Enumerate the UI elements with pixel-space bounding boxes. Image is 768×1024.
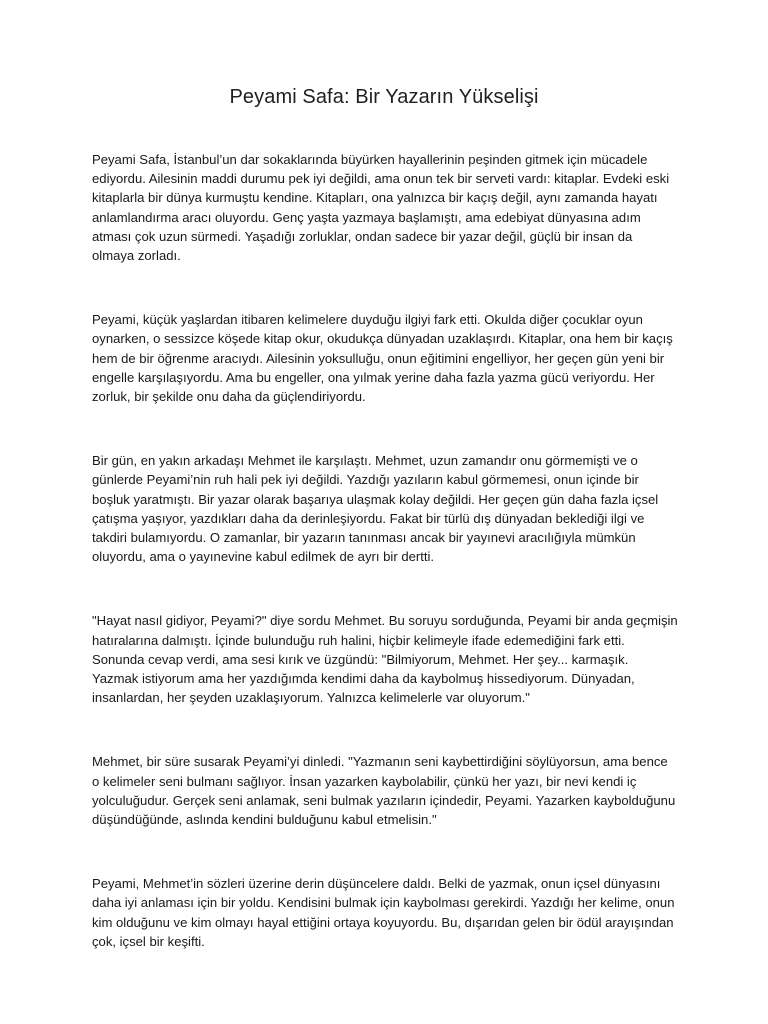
- paragraph-6: Peyami, Mehmet’in sözleri üzerine derin düşüncelere daldı. Belki de yazmak, onun içsel dünyasını daha iyi anlaması için bir yoldu. Kendisini bulmak için kaybolması gerekirdi. Yazdığı her kelime, onun kim olduğunu ve kim olmayı hayal ettiğini ortaya koyuyordu. Bu, dışarıdan gelen bir ödül arayışından çok, içsel bir keşifti.: [92, 876, 675, 949]
- paragraph-2: Peyami, küçük yaşlardan itibaren kelimelere duyduğu ilgiyi fark etti. Okulda diğer çocuklar oyun oynarken, o sessizce köşede kitap okur, okudukça dünyadan uzaklaşırdı. Kitaplar, ona hem bir kaçış hem de bir öğrenme aracıydı. Ailesinin yoksulluğu, onun eğitimini engelliyor, her geçen gün yeni bir engelle karşılaşıyordu. Ama bu engeller, ona yılmak yerine daha fazla yazma gücü veriyordu. Her zorluk, bir şekilde onu daha da güçlendiriyordu.: [92, 312, 673, 405]
- paragraph-1: Peyami Safa, İstanbul’un dar sokaklarında büyürken hayallerinin peşinden gitmek için mücadele ediyordu. Ailesinin maddi durumu pek iyi değildi, ama onun tek bir serveti vardı: kitaplar. Evdeki eski kitaplarla bir dünya kurmuştu kendine. Kitapları, ona yalnızca bir kaçış değil, aynı zamanda hayatı anlamlandırma aracı oluyordu. Genç yaşta yazmaya başlamıştı, ama edebiyat dünyasına adım atması çok uzun sürmedi. Yaşadığı zorluklar, ondan sadece bir yazar değil, güçlü bir insan da olmaya zorladı.: [92, 152, 670, 264]
- document-body: [92, 150, 678, 996]
- paragraph-5: Mehmet, bir süre susarak Peyami’yi dinledi. "Yazmanın seni kaybettirdiğini söylüyorsun, ama bence o kelimeler seni bulmanı sağlıyor. İnsan yazarken kaybolabilir, çünkü her yazı, bir nevi kendi iç yolculuğudur. Gerçek seni anlamak, seni bulmak yazıların içindedir, Peyami. Yazarken kaybolduğunu düşündüğünde, aslında kendini bulduğunu kabul etmelisin.": [92, 754, 676, 828]
- document-title: Peyami Safa: Bir Yazarın Yükselişi: [229, 86, 539, 108]
- paragraph-4: "Hayat nasıl gidiyor, Peyami?" diye sordu Mehmet. Bu soruyu sorduğunda, Peyami bir anda geçmişin hatıralarına dalmıştı. İçinde bulunduğu ruh halini, hiçbir kelimeyle ifade edemediğini fark etti. Sonunda cevap verdi, ama sesi kırık ve üzgündü: "Bilmiyorum, Mehmet. Her şey... karmaşık. Yazmak istiyorum ama her yazdığımda kendimi daha da kaybolmuş hissediyorum. Dünyadan, insanlardan, her şeyden uzaklaşıyorum. Yalnızca kelimelerle var oluyorum.": [92, 613, 678, 706]
- paragraph-3: Bir gün, en yakın arkadaşı Mehmet ile karşılaştı. Mehmet, uzun zamandır onu görmemişti ve o günlerde Peyami’nin ruh hali pek iyi değildi. Yazdığı yazıların kabul görmemesi, onun içinde bir boşluk yaratmıştı. Bir yazar olarak başarıya ulaşmak kolay değildi. Her geçen gün daha fazla içsel çatışma yaşıyor, yazdıkları daha da derinleşiyordu. Fakat bir türlü dış dünyadan beklediği ilgi ve takdiri bulamıyordu. O zamanlar, bir yazarın tanınması ancak bir yayınevi aracılığıyla mümkün oluyordu, ama o yayınevine kabul edilmek de ayrı bir dertti.: [92, 453, 659, 565]
